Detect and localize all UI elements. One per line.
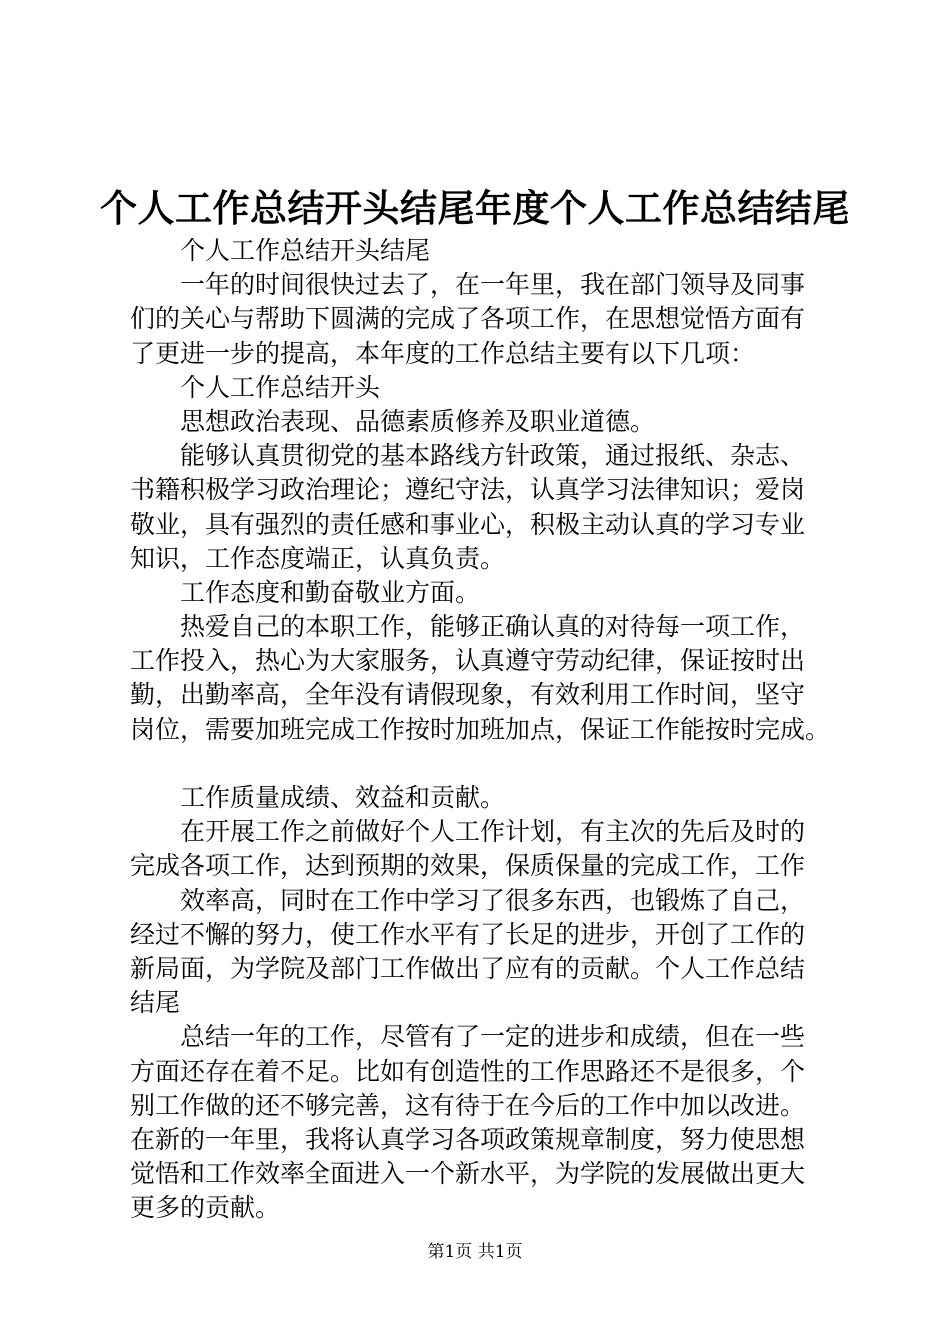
body-line: 工作质量成绩、效益和贡献。 (180, 783, 506, 812)
body-line: 觉悟和工作效率全面进入一个新水平，为学院的发展做出更大 (130, 1159, 806, 1189)
body-line: 知识，工作态度端正，认真负责。 (130, 543, 506, 573)
body-line: 工作态度和勤奋敬业方面。 (180, 577, 481, 607)
body-line: 能够认真贯彻党的基本路线方针政策，通过报纸、杂志、 (180, 441, 806, 471)
body-line: 岗位，需要加班完成工作按时加班加点，保证工作能按时完成。 (130, 714, 831, 744)
body-line: 完成各项工作，达到预期的效果，保质保量的完成工作，工作 (130, 851, 806, 881)
body-line: 敬业，具有强烈的责任感和事业心，积极主动认真的学习专业 (130, 509, 806, 539)
body-line: 更多的贡献。 (130, 1193, 281, 1223)
blank-line (130, 747, 830, 781)
body-line: 别工作做的还不够完善，这有待于在今后的工作中加以改进。 (130, 1090, 806, 1120)
body-line: 效率高，同时在工作中学习了很多东西，也锻炼了自己， (180, 885, 806, 915)
body-line: 总结一年的工作，尽管有了一定的进步和成绩，但在一些 (180, 1022, 806, 1052)
body-line: 结尾 (130, 988, 181, 1018)
body-line: 新局面，为学院及部门工作做出了应有的贡献。个人工作总结 (130, 953, 806, 983)
body-line: 思想政治表现、品德素质修养及职业道德。 (180, 406, 656, 436)
body-line: 勤，出勤率高，全年没有请假现象，有效利用工作时间，坚守 (130, 680, 806, 710)
body-line: 们的关心与帮助下圆满的完成了各项工作，在思想觉悟方面有 (130, 304, 806, 334)
document-title: 个人工作总结开头结尾年度个人工作总结结尾 (100, 187, 850, 230)
body-line: 热爱自己的本职工作，能够正确认真的对待每一项工作， (180, 612, 806, 642)
page-footer: 第1页 共1页 (427, 1242, 523, 1262)
body-line: 经过不懈的努力，使工作水平有了长足的进步，开创了工作的 (130, 919, 806, 949)
body-line: 个人工作总结开头 (180, 372, 381, 402)
body-line: 个人工作总结开头结尾 (180, 236, 431, 265)
body-line: 工作投入，热心为大家服务，认真遵守劳动纪律，保证按时出 (130, 646, 806, 676)
body-line: 了更进一步的提高，本年度的工作总结主要有以下几项： (130, 338, 756, 368)
body-line: 书籍积极学习政治理论；遵纪守法，认真学习法律知识；爱岗 (130, 475, 806, 505)
body-line: 在开展工作之前做好个人工作计划，有主次的先后及时的 (180, 817, 806, 847)
body-line: 方面还存在着不足。比如有创造性的工作思路还不是很多，个 (130, 1056, 806, 1086)
body-line: 在新的一年里，我将认真学习各项政策规章制度，努力使思想 (130, 1124, 806, 1154)
body-line: 一年的时间很快过去了，在一年里，我在部门领导及同事 (180, 270, 806, 300)
document-body (130, 234, 830, 1225)
